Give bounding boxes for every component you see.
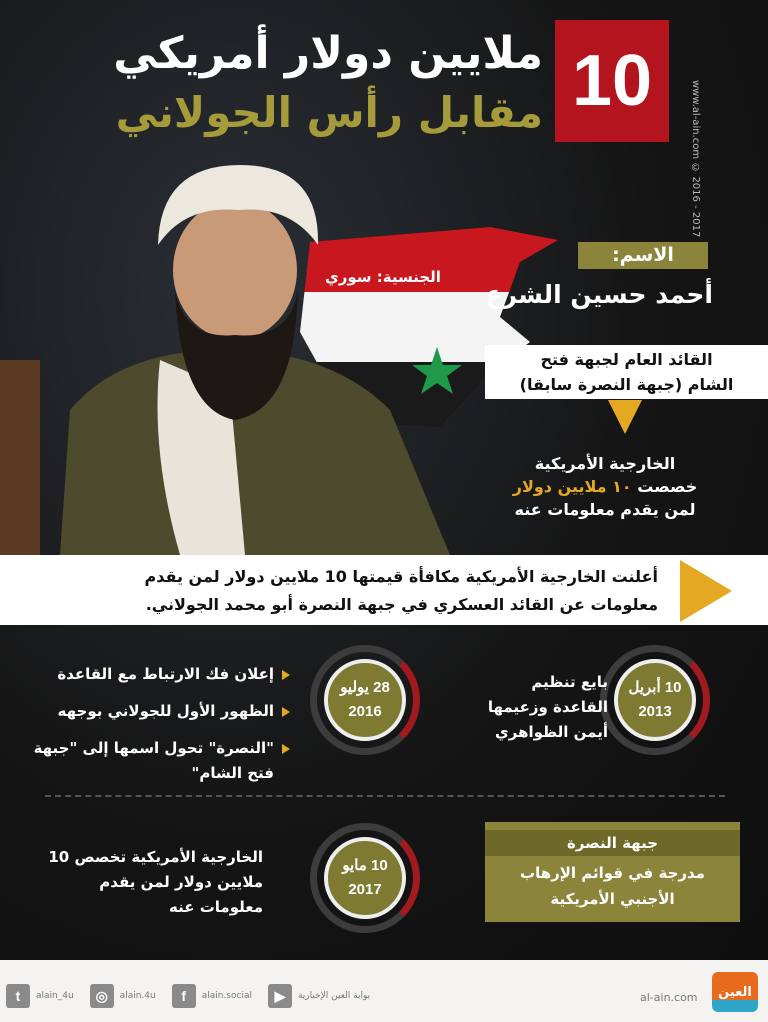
facebook-handle: alain.social [201,991,252,1001]
reward-amount: ١٠ ملايين دولار [512,477,632,496]
youtube-icon: ▶ [268,984,292,1008]
social-links [6,984,370,1008]
youtube-link[interactable] [268,984,370,1008]
terror-list-box [485,822,740,922]
date-ring-2016 [310,645,420,755]
event-2016 [30,662,290,798]
event-line: معلومات عنه [169,898,263,916]
name: أحمد حسين الشرع [485,280,713,309]
title-line2: مقابل رأس الجولاني [115,88,543,137]
announcement-line2: معلومات عن القائد العسكري في جبهة النصرة أبو محمد الجولاني. [145,595,658,614]
event-line: بايع تنظيم [531,673,608,691]
name-label: الاسم: [578,242,708,269]
date-year: 2017 [348,881,382,898]
event-line: ملايين دولار لمن يقدم [99,873,263,891]
portrait-figure [0,150,470,555]
date-disc [614,659,696,741]
twitter-link[interactable] [6,984,74,1008]
reward-number: 10 [555,20,669,142]
reward-prefix: خصصت [637,477,698,496]
role-line2: الشام (جبهة النصرة سابقا) [519,375,734,394]
instagram-handle: alain.4u [119,991,156,1001]
nationality: الجنسية: سوري [325,268,441,286]
instagram-link[interactable] [90,984,156,1008]
facebook-icon: f [172,984,196,1008]
reward-line1: الخارجية الأمريكية [534,454,676,473]
copyright: www.al-ain.com © 2016 - 2017 [690,80,701,238]
date-disc [324,659,406,741]
divider [45,795,725,797]
role-box [485,345,768,399]
bullet-text: إعلان فك الارتباط مع القاعدة [57,665,274,683]
event-line: القاعدة وزعيمها [487,698,608,716]
twitter-icon: t [6,984,30,1008]
bullet-item [30,736,290,786]
bullet-text: الظهور الأول للجولاني بوجهه [57,702,274,720]
date-ring-2017 [310,823,420,933]
bullet-item [30,699,290,724]
down-triangle-icon [608,400,642,434]
date-day: 28 يوليو [340,679,390,696]
reward-line3: لمن يقدم معلومات عنه [514,500,696,519]
announcement-line1: أعلنت الخارجية الأمريكية مكافأة قيمتها 10 ملايين دولار لمن يقدم [144,567,658,586]
instagram-icon: ◎ [90,984,114,1008]
facebook-link[interactable] [172,984,252,1008]
event-line: أيمن الظواهري [495,723,608,741]
bullet-item [30,662,290,687]
date-day: 10 مايو [342,857,388,874]
site-url[interactable]: al-ain.com [640,991,698,1004]
date-day: 10 أبريل [628,679,682,696]
listing-line1: مدرجة في قوائم الإرهاب [520,864,705,882]
date-ring-2013 [600,645,710,755]
al-ain-logo: العين [712,972,758,1012]
bullet-triangle-icon [282,670,290,680]
date-year: 2013 [638,703,672,720]
play-arrow-icon [680,560,732,622]
event-2017 [23,845,263,920]
date-disc [324,837,406,919]
announcement-text [8,563,658,619]
event-2013 [458,670,608,745]
listing-line2: الأجنبي الأمريكية [550,890,675,908]
event-line: الخارجية الأمريكية تخصص 10 [48,848,263,866]
bullet-triangle-icon [282,707,290,717]
youtube-handle: بوابة العين الإخبارية [297,991,371,1001]
role-line1: القائد العام لجبهة فتح [540,350,713,369]
date-year: 2016 [348,703,382,720]
reward-text [470,452,740,521]
title-line1: ملايين دولار أمريكي [113,28,543,79]
bullet-text: "النصرة" تحول اسمها إلى "جبهة فتح الشام" [33,739,274,782]
bullet-triangle-icon [282,744,290,754]
twitter-handle: alain_4u [36,991,74,1001]
reward-line2 [470,475,740,498]
listing-title: جبهة النصرة [485,830,740,856]
